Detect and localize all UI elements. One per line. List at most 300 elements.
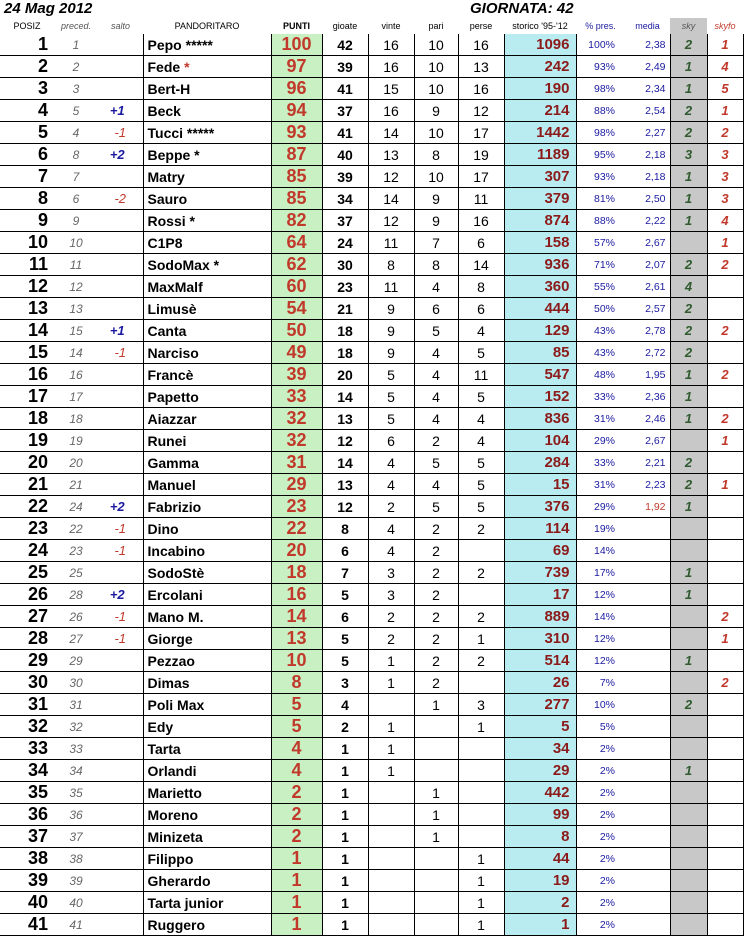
wins-cell: 3 xyxy=(368,584,414,606)
historic-cell: 376 xyxy=(504,496,576,518)
presence-cell: 50% xyxy=(576,298,625,320)
average-cell: 2,46 xyxy=(625,408,670,430)
average-cell: 2,67 xyxy=(625,430,670,452)
previous-position-cell: 30 xyxy=(54,672,98,694)
played-cell: 42 xyxy=(322,34,368,56)
played-cell: 1 xyxy=(322,914,368,936)
previous-position-cell: 35 xyxy=(54,782,98,804)
wins-cell: 3 xyxy=(368,562,414,584)
table-row xyxy=(0,496,743,518)
draws-cell: 9 xyxy=(414,210,458,232)
position-cell: 4 xyxy=(0,100,54,122)
table-row xyxy=(0,386,743,408)
player-name: Tucci xyxy=(147,124,184,141)
presence-cell: 100% xyxy=(576,34,625,56)
position-change-cell: +1 xyxy=(98,100,143,122)
wins-cell: 1 xyxy=(368,716,414,738)
player-name: Ercolani xyxy=(147,586,203,603)
sky-cell: 4 xyxy=(670,276,707,298)
position-cell: 26 xyxy=(0,584,54,606)
points-cell: 18 xyxy=(271,562,322,584)
presence-cell: 2% xyxy=(576,848,625,870)
previous-position-cell: 6 xyxy=(54,188,98,210)
skyfo-cell xyxy=(707,804,743,826)
player-name: Poli Max xyxy=(147,696,205,713)
table-row xyxy=(0,848,743,870)
previous-position-cell: 28 xyxy=(54,584,98,606)
position-change-cell xyxy=(98,430,143,452)
draws-cell: 6 xyxy=(414,298,458,320)
played-cell: 7 xyxy=(322,562,368,584)
sky-cell: 2 xyxy=(670,694,707,716)
previous-position-cell: 13 xyxy=(54,298,98,320)
wins-cell xyxy=(368,804,414,826)
played-cell: 6 xyxy=(322,540,368,562)
player-name-cell xyxy=(143,540,271,562)
draws-cell: 5 xyxy=(414,496,458,518)
played-cell: 4 xyxy=(322,694,368,716)
table-row xyxy=(0,716,743,738)
table-row xyxy=(0,232,743,254)
historic-cell: 874 xyxy=(504,210,576,232)
player-name-cell xyxy=(143,342,271,364)
points-cell: 32 xyxy=(271,430,322,452)
position-change-cell xyxy=(98,232,143,254)
played-cell: 18 xyxy=(322,320,368,342)
col-skyfo: skyfo xyxy=(714,21,736,31)
historic-cell: 69 xyxy=(504,540,576,562)
table-row xyxy=(0,892,743,914)
average-cell: 2,07 xyxy=(625,254,670,276)
position-cell: 39 xyxy=(0,870,54,892)
losses-cell: 1 xyxy=(458,716,504,738)
points-cell: 85 xyxy=(271,166,322,188)
losses-cell: 17 xyxy=(458,122,504,144)
average-cell xyxy=(625,518,670,540)
average-cell xyxy=(625,694,670,716)
points-cell: 82 xyxy=(271,210,322,232)
historic-cell: 17 xyxy=(504,584,576,606)
col-sky: sky xyxy=(670,18,707,34)
wins-cell: 9 xyxy=(368,342,414,364)
losses-cell: 3 xyxy=(458,694,504,716)
draws-cell: 9 xyxy=(414,100,458,122)
table-row xyxy=(0,34,743,56)
average-cell: 2,54 xyxy=(625,100,670,122)
played-cell: 1 xyxy=(322,760,368,782)
losses-cell: 13 xyxy=(458,56,504,78)
position-cell: 32 xyxy=(0,716,54,738)
played-cell: 23 xyxy=(322,276,368,298)
draws-cell: 4 xyxy=(414,342,458,364)
played-cell: 18 xyxy=(322,342,368,364)
wins-cell: 14 xyxy=(368,122,414,144)
presence-cell: 2% xyxy=(576,914,625,936)
skyfo-cell xyxy=(707,584,743,606)
player-name-cell xyxy=(143,452,271,474)
draws-cell: 2 xyxy=(414,650,458,672)
historic-cell: 1 xyxy=(504,914,576,936)
col-pari: pari xyxy=(428,21,444,31)
previous-position-cell: 10 xyxy=(54,232,98,254)
player-name-cell xyxy=(143,188,271,210)
draws-cell: 8 xyxy=(414,254,458,276)
losses-cell: 5 xyxy=(458,386,504,408)
player-name-cell xyxy=(143,78,271,100)
table-row xyxy=(0,694,743,716)
wins-cell: 2 xyxy=(368,628,414,650)
player-name-cell xyxy=(143,386,271,408)
draws-cell: 5 xyxy=(414,452,458,474)
wins-cell: 12 xyxy=(368,166,414,188)
historic-cell: 739 xyxy=(504,562,576,584)
sky-cell: 2 xyxy=(670,298,707,320)
historic-cell: 360 xyxy=(504,276,576,298)
wins-cell: 4 xyxy=(368,452,414,474)
losses-cell: 8 xyxy=(458,276,504,298)
average-cell: 1,92 xyxy=(625,496,670,518)
sky-cell xyxy=(670,892,707,914)
draws-cell: 8 xyxy=(414,144,458,166)
position-change-cell xyxy=(98,782,143,804)
table-row xyxy=(0,452,743,474)
skyfo-cell: 1 xyxy=(707,628,743,650)
player-name-cell xyxy=(143,232,271,254)
losses-cell: 17 xyxy=(458,166,504,188)
losses-cell: 5 xyxy=(458,496,504,518)
position-cell: 18 xyxy=(0,408,54,430)
player-name: Beppe xyxy=(147,146,191,163)
player-name: Tarta junior xyxy=(147,894,224,911)
position-change-cell: -1 xyxy=(98,628,143,650)
position-change-cell xyxy=(98,34,143,56)
losses-cell: 14 xyxy=(458,254,504,276)
losses-cell: 1 xyxy=(458,628,504,650)
player-name: Canta xyxy=(147,322,187,339)
player-name: SodoMax xyxy=(147,256,210,273)
points-cell: 29 xyxy=(271,474,322,496)
previous-position-cell: 11 xyxy=(54,254,98,276)
average-cell xyxy=(625,760,670,782)
previous-position-cell: 19 xyxy=(54,430,98,452)
losses-cell: 2 xyxy=(458,650,504,672)
skyfo-cell xyxy=(707,870,743,892)
played-cell: 39 xyxy=(322,166,368,188)
player-name-cell xyxy=(143,672,271,694)
points-cell: 54 xyxy=(271,298,322,320)
presence-cell: 2% xyxy=(576,870,625,892)
previous-position-cell: 41 xyxy=(54,914,98,936)
player-name-cell xyxy=(143,496,271,518)
position-change-cell xyxy=(98,672,143,694)
position-change-cell xyxy=(98,892,143,914)
skyfo-cell: 1 xyxy=(707,430,743,452)
player-name: Aiazzar xyxy=(147,410,197,427)
historic-cell: 5 xyxy=(504,716,576,738)
presence-cell: 29% xyxy=(576,430,625,452)
previous-position-cell: 25 xyxy=(54,562,98,584)
position-cell: 19 xyxy=(0,430,54,452)
draws-cell: 5 xyxy=(414,320,458,342)
average-cell xyxy=(625,738,670,760)
draws-cell: 4 xyxy=(414,408,458,430)
points-cell: 85 xyxy=(271,188,322,210)
player-name-cell xyxy=(143,870,271,892)
skyfo-cell xyxy=(707,518,743,540)
table-row xyxy=(0,188,743,210)
points-cell: 87 xyxy=(271,144,322,166)
draws-cell: 1 xyxy=(414,826,458,848)
losses-cell: 2 xyxy=(458,518,504,540)
presence-cell: 33% xyxy=(576,452,625,474)
skyfo-cell: 1 xyxy=(707,232,743,254)
player-name-cell xyxy=(143,562,271,584)
wins-cell: 4 xyxy=(368,518,414,540)
draws-cell: 4 xyxy=(414,386,458,408)
player-name-cell xyxy=(143,848,271,870)
table-row xyxy=(0,144,743,166)
points-cell: 13 xyxy=(271,628,322,650)
wins-cell: 11 xyxy=(368,276,414,298)
position-change-cell: +2 xyxy=(98,144,143,166)
sky-cell xyxy=(670,518,707,540)
losses-cell: 19 xyxy=(458,144,504,166)
position-cell: 35 xyxy=(0,782,54,804)
draws-cell: 2 xyxy=(414,430,458,452)
draws-cell: 2 xyxy=(414,672,458,694)
draws-cell: 2 xyxy=(414,606,458,628)
points-cell: 1 xyxy=(271,870,322,892)
average-cell xyxy=(625,870,670,892)
average-cell xyxy=(625,540,670,562)
average-cell: 2,34 xyxy=(625,78,670,100)
sky-cell: 2 xyxy=(670,100,707,122)
table-row xyxy=(0,870,743,892)
historic-cell: 99 xyxy=(504,804,576,826)
draws-cell: 1 xyxy=(414,782,458,804)
skyfo-cell xyxy=(707,386,743,408)
average-cell xyxy=(625,628,670,650)
previous-position-cell: 34 xyxy=(54,760,98,782)
average-cell xyxy=(625,826,670,848)
average-cell xyxy=(625,892,670,914)
player-stars: ***** xyxy=(181,36,213,53)
wins-cell: 15 xyxy=(368,78,414,100)
played-cell: 5 xyxy=(322,584,368,606)
col-punti: PUNTI xyxy=(283,21,310,31)
player-name-cell xyxy=(143,34,271,56)
player-stars: * xyxy=(185,212,195,229)
wins-cell: 1 xyxy=(368,760,414,782)
presence-cell: 2% xyxy=(576,738,625,760)
presence-cell: 12% xyxy=(576,650,625,672)
presence-cell: 93% xyxy=(576,56,625,78)
position-change-cell: -1 xyxy=(98,540,143,562)
points-cell: 8 xyxy=(271,672,322,694)
header-row xyxy=(0,18,743,34)
sky-cell: 1 xyxy=(670,56,707,78)
draws-cell: 4 xyxy=(414,364,458,386)
draws-cell: 1 xyxy=(414,694,458,716)
average-cell: 2,36 xyxy=(625,386,670,408)
historic-cell: 310 xyxy=(504,628,576,650)
table-row xyxy=(0,650,743,672)
player-name-cell xyxy=(143,892,271,914)
historic-cell: 190 xyxy=(504,78,576,100)
sky-cell: 2 xyxy=(670,254,707,276)
position-change-cell xyxy=(98,914,143,936)
sky-cell xyxy=(670,628,707,650)
wins-cell: 1 xyxy=(368,672,414,694)
table-row xyxy=(0,122,743,144)
sky-cell xyxy=(670,672,707,694)
position-change-cell xyxy=(98,826,143,848)
position-cell: 40 xyxy=(0,892,54,914)
losses-cell xyxy=(458,782,504,804)
losses-cell: 16 xyxy=(458,210,504,232)
historic-cell: 1189 xyxy=(504,144,576,166)
losses-cell xyxy=(458,826,504,848)
losses-cell: 1 xyxy=(458,914,504,936)
points-cell: 94 xyxy=(271,100,322,122)
position-change-cell xyxy=(98,298,143,320)
wins-cell: 14 xyxy=(368,188,414,210)
played-cell: 6 xyxy=(322,606,368,628)
sky-cell: 2 xyxy=(670,452,707,474)
wins-cell xyxy=(368,892,414,914)
losses-cell: 4 xyxy=(458,408,504,430)
player-name-cell xyxy=(143,298,271,320)
player-name: Gamma xyxy=(147,454,199,471)
points-cell: 97 xyxy=(271,56,322,78)
wins-cell: 13 xyxy=(368,144,414,166)
col-posiz: POSIZ xyxy=(13,21,41,31)
sky-cell xyxy=(670,738,707,760)
player-name: Tarta xyxy=(147,740,181,757)
historic-cell: 19 xyxy=(504,870,576,892)
player-name-cell xyxy=(143,122,271,144)
position-change-cell: +2 xyxy=(98,584,143,606)
presence-cell: 81% xyxy=(576,188,625,210)
player-name-cell xyxy=(143,430,271,452)
position-change-cell xyxy=(98,474,143,496)
position-change-cell: -1 xyxy=(98,518,143,540)
wins-cell: 5 xyxy=(368,408,414,430)
table-row xyxy=(0,298,743,320)
historic-cell: 936 xyxy=(504,254,576,276)
sky-cell: 2 xyxy=(670,34,707,56)
points-cell: 4 xyxy=(271,760,322,782)
position-cell: 9 xyxy=(0,210,54,232)
losses-cell: 16 xyxy=(458,78,504,100)
position-change-cell xyxy=(98,716,143,738)
position-change-cell xyxy=(98,650,143,672)
player-name: Narciso xyxy=(147,344,199,361)
position-cell: 28 xyxy=(0,628,54,650)
previous-position-cell: 18 xyxy=(54,408,98,430)
points-cell: 32 xyxy=(271,408,322,430)
wins-cell xyxy=(368,870,414,892)
sky-cell: 1 xyxy=(670,78,707,100)
wins-cell: 5 xyxy=(368,364,414,386)
previous-position-cell: 17 xyxy=(54,386,98,408)
played-cell: 1 xyxy=(322,892,368,914)
points-cell: 23 xyxy=(271,496,322,518)
points-cell: 31 xyxy=(271,452,322,474)
historic-cell: 889 xyxy=(504,606,576,628)
position-cell: 23 xyxy=(0,518,54,540)
losses-cell: 11 xyxy=(458,188,504,210)
player-name-cell xyxy=(143,474,271,496)
skyfo-cell xyxy=(707,892,743,914)
played-cell: 40 xyxy=(322,144,368,166)
historic-cell: 284 xyxy=(504,452,576,474)
skyfo-cell: 3 xyxy=(707,166,743,188)
sky-cell xyxy=(670,716,707,738)
position-change-cell xyxy=(98,166,143,188)
average-cell xyxy=(625,782,670,804)
points-cell: 10 xyxy=(271,650,322,672)
player-name-cell xyxy=(143,254,271,276)
wins-cell: 5 xyxy=(368,386,414,408)
position-change-cell xyxy=(98,562,143,584)
average-cell: 2,61 xyxy=(625,276,670,298)
presence-cell: 43% xyxy=(576,320,625,342)
played-cell: 24 xyxy=(322,232,368,254)
table-row xyxy=(0,276,743,298)
sky-cell xyxy=(670,232,707,254)
skyfo-cell: 1 xyxy=(707,474,743,496)
player-name: Limusè xyxy=(147,300,197,317)
position-change-cell xyxy=(98,386,143,408)
position-change-cell xyxy=(98,760,143,782)
sky-cell: 1 xyxy=(670,584,707,606)
average-cell xyxy=(625,804,670,826)
average-cell xyxy=(625,650,670,672)
table-row xyxy=(0,672,743,694)
col-salto: salto xyxy=(110,21,130,31)
draws-cell: 10 xyxy=(414,166,458,188)
player-name: Marietto xyxy=(147,784,202,801)
average-cell xyxy=(625,672,670,694)
previous-position-cell: 15 xyxy=(54,320,98,342)
losses-cell: 2 xyxy=(458,562,504,584)
played-cell: 37 xyxy=(322,210,368,232)
skyfo-cell xyxy=(707,496,743,518)
position-cell: 11 xyxy=(0,254,54,276)
points-cell: 4 xyxy=(271,738,322,760)
average-cell: 1,95 xyxy=(625,364,670,386)
skyfo-cell xyxy=(707,298,743,320)
position-cell: 15 xyxy=(0,342,54,364)
historic-cell: 1442 xyxy=(504,122,576,144)
presence-cell: 10% xyxy=(576,694,625,716)
position-change-cell: -2 xyxy=(98,188,143,210)
average-cell: 2,67 xyxy=(625,232,670,254)
presence-cell: 7% xyxy=(576,672,625,694)
player-name-cell xyxy=(143,804,271,826)
previous-position-cell: 2 xyxy=(54,56,98,78)
skyfo-cell: 2 xyxy=(707,606,743,628)
table-row xyxy=(0,254,743,276)
position-change-cell: +2 xyxy=(98,496,143,518)
player-name: Papetto xyxy=(147,388,199,405)
table-row xyxy=(0,56,743,78)
previous-position-cell: 14 xyxy=(54,342,98,364)
points-cell: 64 xyxy=(271,232,322,254)
played-cell: 1 xyxy=(322,848,368,870)
col-pres: % pres. xyxy=(585,21,616,31)
